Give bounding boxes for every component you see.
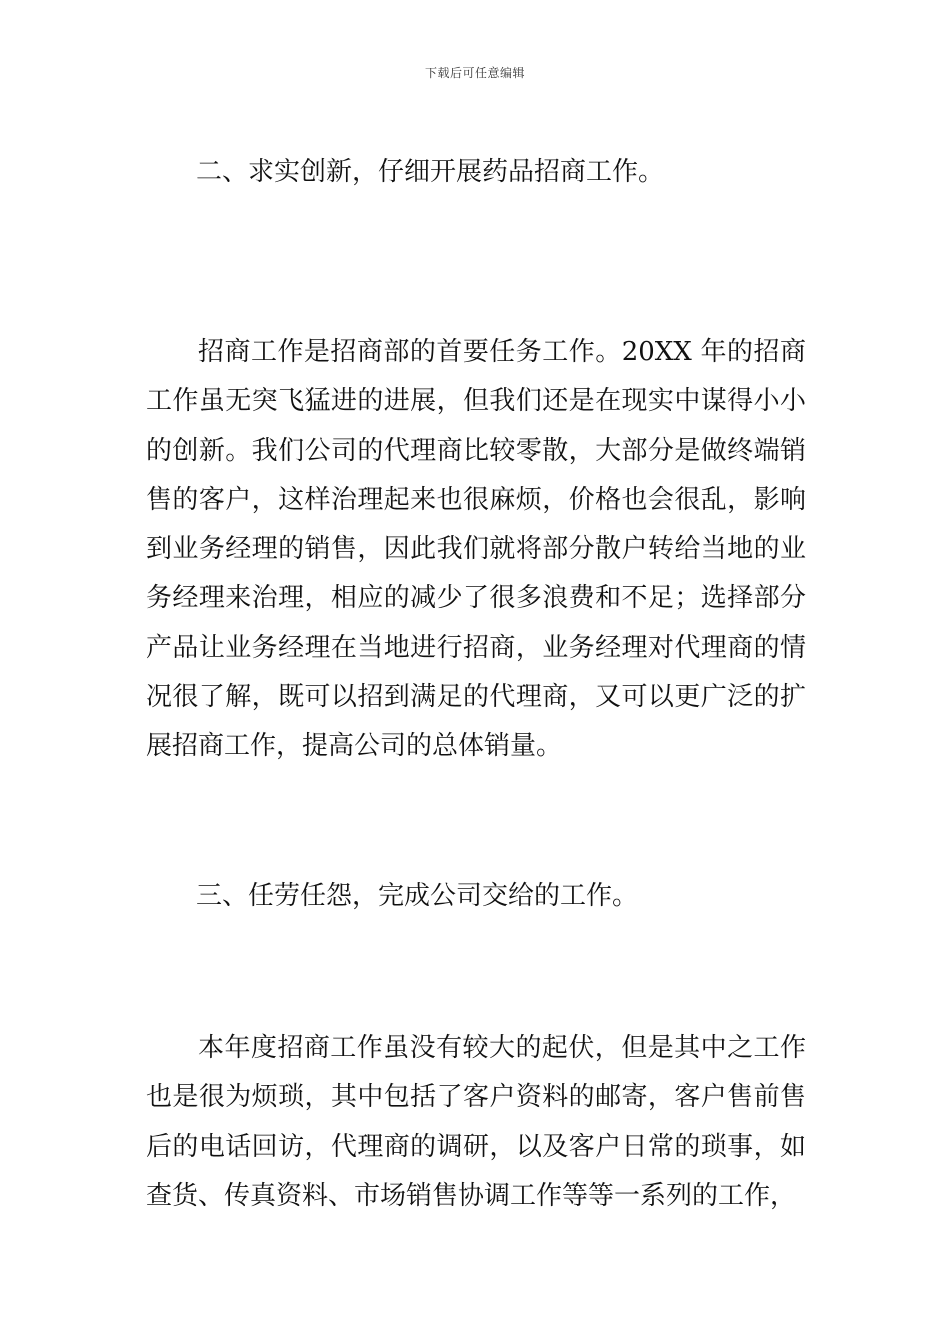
- page-header: 下载后可任意编辑: [424, 66, 525, 80]
- section-paragraph-2: 招商工作是招商部的首要任务工作。20XX 年的招商工作虽无突飞猛进的进展，但我们还是在现实中谋得小小的创新。我们公司的代理商比较零散，大部分是做终端销售的客户，这样治理起来也很麻烦，价格也会很乱，影响到业务经理的销售，因此我们就将部分散户转给当地的业务经理来治理，相应的减少了很多浪费和不足；选择部分产品让业务经理在当地进行招商，业务经理对代理商的情况很了解，既可以招到满足的代理商，又可以更广泛的扩展招商工作，提高公司的总体销量。: [146, 337, 806, 762]
- section-paragraph-3: 本年度招商工作虽没有较大的起伏，但是其中之工作也是很为烦琐，其中包括了客户资料的邮寄，客户售前售后的电话回访，代理商的调研，以及客户日常的琐事，如查货、传真资料、市场销售协调工作等等一系列的工作，: [146, 1033, 806, 1211]
- section-heading-2: 二、求实创新，仔细开展药品招商工作。: [196, 157, 665, 187]
- section-heading-3: 三、任劳任怨，完成公司交给的工作。: [196, 881, 639, 911]
